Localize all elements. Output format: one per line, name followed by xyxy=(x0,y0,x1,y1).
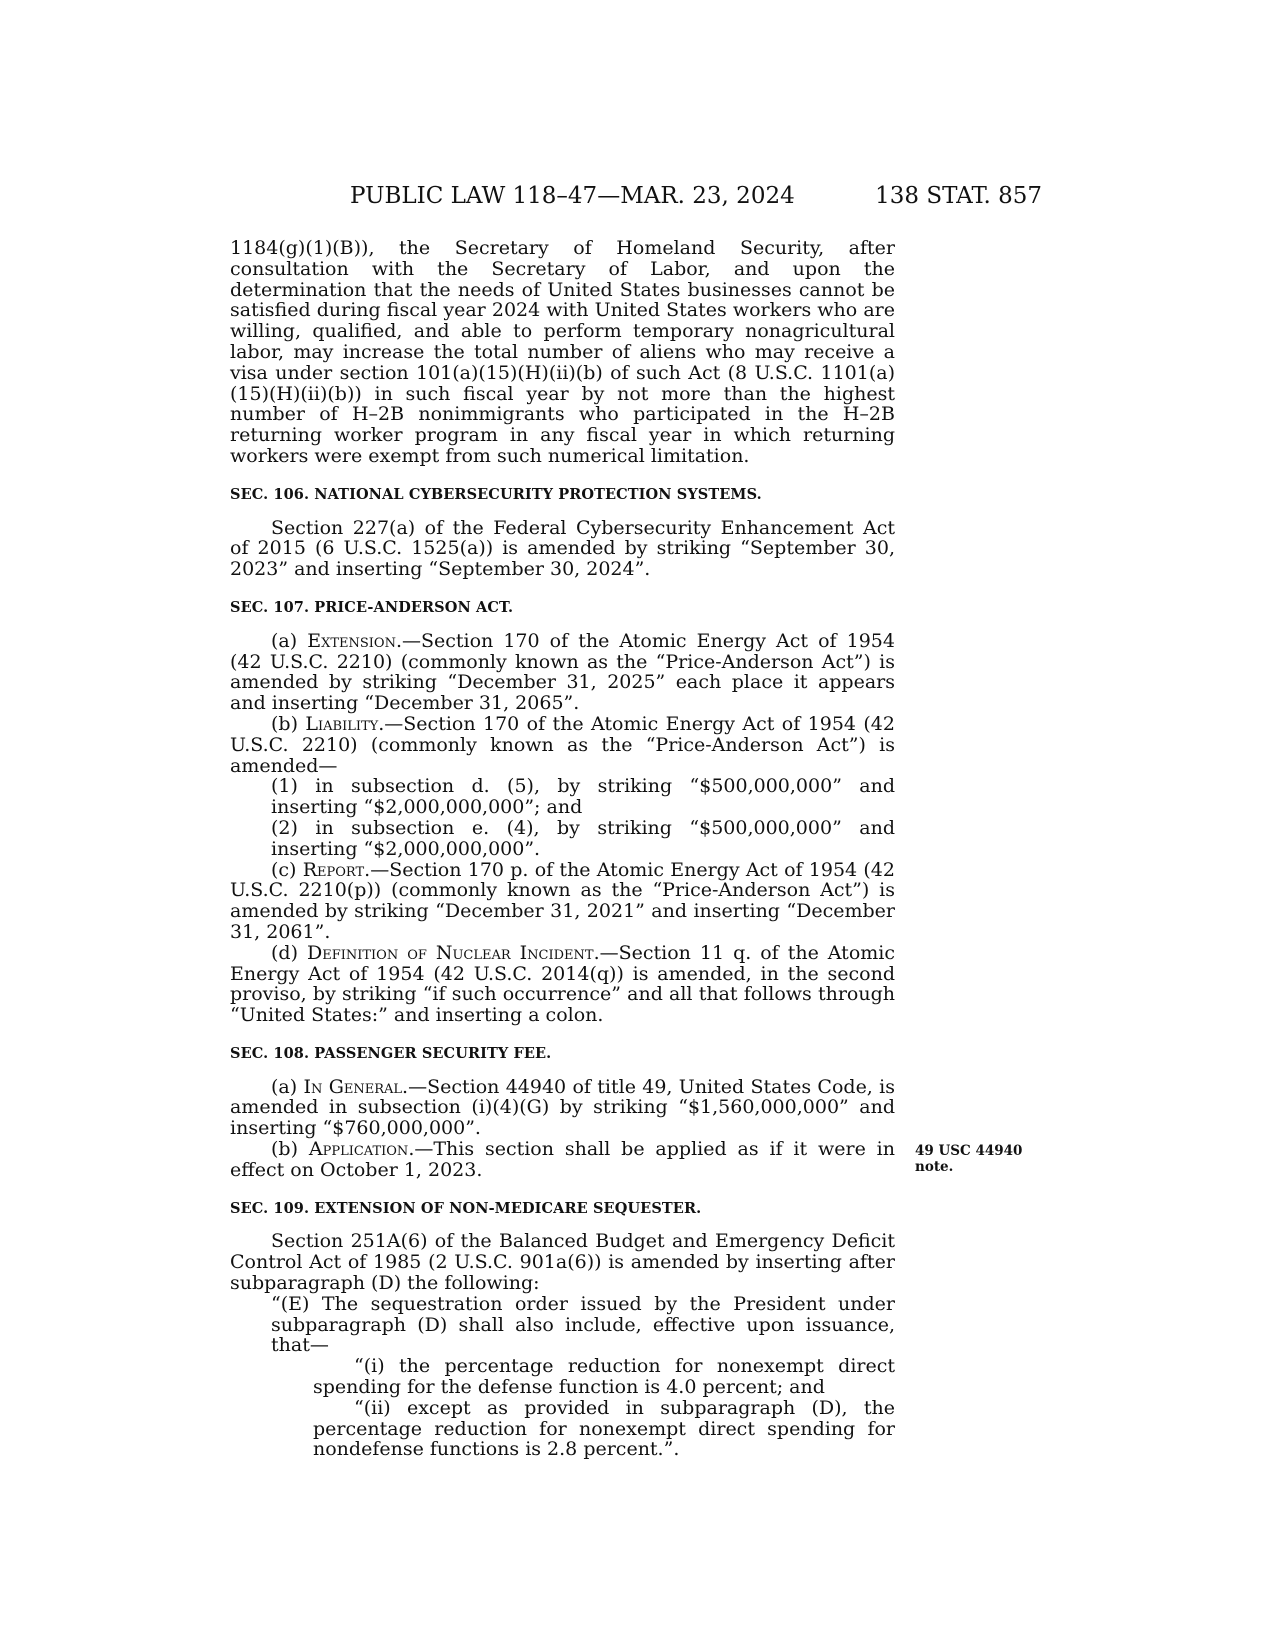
sec-109-quoted-subparagraph-e: “(E) The sequestration order issued by the President under subparagraph (D) shall also include, effective upon issuance, that— xyxy=(271,1292,895,1357)
sec-107-subsection-c: (c) Report.—Section 170 p. of the Atomic Energy Act of 1954 (42 U.S.C. 2210(p)) (commonly known as the “Price-Anderson Act”) is amended by striking “December 31, 2021” and inserting “December 31, 2061”. xyxy=(230,858,895,943)
sec-109-heading: SEC. 109. EXTENSION OF NON-MEDICARE SEQUESTER. xyxy=(230,1199,702,1217)
subsection-caption: Liability xyxy=(305,712,379,735)
sec-108-subsection-b: (b) Application.—This section shall be applied as if it were in effect on October 1, 2023. xyxy=(230,1138,895,1181)
continuation-paragraph: 1184(g)(1)(B)), the Secretary of Homeland Security, after consultation with the Secretary of Labor, and upon the determination that the needs of United States businesses cannot be satisfied during fiscal year 2024 with United States workers who are willing, qualified, and able to perform temporary nonagricultural labor, may increase the total number of aliens who may receive a visa under section 101(a)(15)(H)(ii)(b) of such Act (8 U.S.C. 1101(a)(15)(H)(ii)(b)) in such fiscal year by not more than the highest number of H–2B nonimmigrants who participated in the H–2B returning worker program in any fiscal year in which returning workers were exempt from such numerical limitation. xyxy=(230,237,895,467)
stat-page-number: 138 STAT. 857 xyxy=(875,183,1042,209)
document-body xyxy=(230,237,1023,1461)
subsection-caption: Report xyxy=(302,858,365,881)
sec-109-clause-ii: “(ii) except as provided in subparagraph (D), the percentage reduction for nonexempt direct spending for nondefense functions is 2.8 percent.”. xyxy=(313,1396,895,1461)
sec-106-heading: SEC. 106. NATIONAL CYBERSECURITY PROTECTION SYSTEMS. xyxy=(230,485,762,503)
running-head: PUBLIC LAW 118–47—MAR. 23, 2024 xyxy=(350,183,795,209)
sec-106-text: Section 227(a) of the Federal Cybersecurity Enhancement Act of 2015 (6 U.S.C. 1525(a)) is amended by striking “September 30, 2023” and inserting “September 30, 2024”. xyxy=(230,516,895,581)
sec-108-heading: SEC. 108. PASSENGER SECURITY FEE. xyxy=(230,1044,552,1062)
page-header xyxy=(0,183,1275,213)
margin-note-citation: 49 USC 44940 xyxy=(915,1143,1023,1160)
subsection-caption: In General xyxy=(303,1075,403,1098)
sec-108-subsection-a: (a) In General.—Section 44940 of title 49, United States Code, is amended in subsection (i)(4)(G) by striking “$1,560,000,000” and inserting “$760,000,000”. xyxy=(230,1075,896,1140)
sec-107-subsection-b: (b) Liability.—Section 170 of the Atomic Energy Act of 1954 (42 U.S.C. 2210) (commonly known as the “Price-Anderson Act”) is amended— xyxy=(230,712,895,777)
margin-note-label: note. xyxy=(915,1159,954,1176)
subsection-caption: Application xyxy=(308,1138,409,1161)
sec-107-subsection-d: (d) Definition of Nuclear Incident.—Section 11 q. of the Atomic Energy Act of 1954 (42 U.S.C. 2014(q)) is amended, in the second proviso, by striking “if such occurrence” and all that follows through “United States:” and inserting a colon. xyxy=(230,941,895,1027)
sec-109-intro: Section 251A(6) of the Balanced Budget and Emergency Deficit Control Act of 1985 (2 U.S.C. 901a(6)) is amended by inserting after subparagraph (D) the following: xyxy=(230,1230,895,1295)
subsection-caption: Extension xyxy=(307,629,396,652)
sec-109-clause-i: “(i) the percentage reduction for nonexempt direct spending for the defense function is 4.0 percent; and xyxy=(313,1355,895,1399)
subsection-caption: Definition of Nuclear Incident xyxy=(306,941,594,964)
sec-107-heading: SEC. 107. PRICE-ANDERSON ACT. xyxy=(230,598,514,616)
margin-note xyxy=(915,1143,1035,1175)
sec-107-b-paragraph-1: (1) in subsection d. (5), by striking “$500,000,000” and inserting “$2,000,000,000”; and xyxy=(271,775,895,819)
sec-107-subsection-a: (a) Extension.—Section 170 of the Atomic Energy Act of 1954 (42 U.S.C. 2210) (commonly known as the “Price-Anderson Act”) is amended by striking “December 31, 2025” each place it appears and inserting “December 31, 2065”. xyxy=(230,629,895,715)
sec-107-b-paragraph-2: (2) in subsection e. (4), by striking “$500,000,000” and inserting “$2,000,000,000”. xyxy=(271,816,895,860)
